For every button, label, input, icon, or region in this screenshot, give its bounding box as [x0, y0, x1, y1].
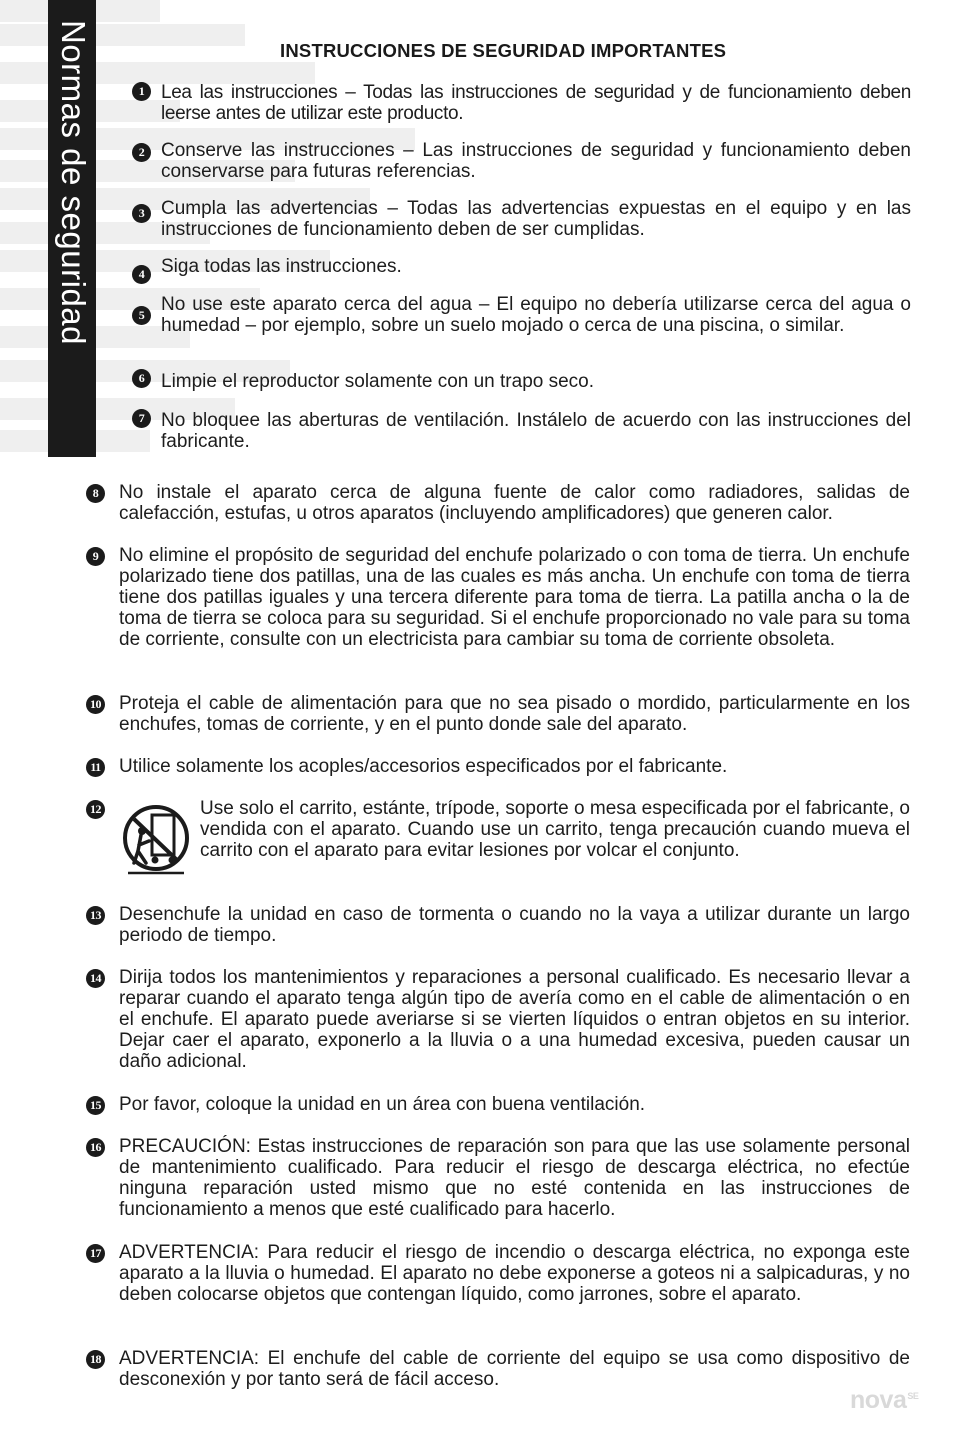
- item-number-badge: 11: [86, 758, 105, 777]
- item-text: Lea las instrucciones – Todas las instrucciones de seguridad y de funcionamiento deben leerse antes de utilizar este producto.: [161, 82, 911, 124]
- item-text: ADVERTENCIA: El enchufe del cable de corriente del equipo se usa como dispositivo de desconexión y por tanto será de fácil acceso.: [119, 1348, 910, 1390]
- item-text: Por favor, coloque la unidad en un área con buena ventilación.: [119, 1094, 646, 1115]
- item-text: PRECAUCIÓN: Estas instrucciones de reparación son para que las use solamente personal de mantenimiento cualificado. Para reducir el riesgo de descarga eléctrica, no efectúe ninguna reparación usted mismo que no esté contenida en las instrucciones de funcionamiento a menos que esté cualificado para hacerlo.: [119, 1136, 910, 1220]
- page-heading: INSTRUCCIONES DE SEGURIDAD IMPORTANTES: [280, 40, 727, 61]
- item-text: No instale el aparato cerca de alguna fuente de calor como radiadores, salidas de calefacción, estufas, u otros aparatos (incluyendo amplificadores) que generen calor.: [119, 482, 910, 524]
- item-number-badge: 12: [86, 800, 105, 819]
- item-text: No bloquee las aberturas de ventilación. Instálelo de acuerdo con las instrucciones del fabricante.: [161, 410, 911, 452]
- item-text: Conserve las instrucciones – Las instrucciones de seguridad y funcionamiento deben conservarse para futuras referencias.: [161, 140, 911, 182]
- brand-logo: [850, 1386, 918, 1415]
- item-number-badge: 3: [132, 204, 151, 223]
- item-number-badge: 6: [132, 369, 151, 388]
- item-number-badge: 13: [86, 906, 105, 925]
- item-number-badge: 5: [132, 306, 151, 325]
- item-number-badge: 1: [132, 82, 151, 101]
- item-text: Limpie el reproductor solamente con un trapo seco.: [161, 371, 595, 392]
- item-number-badge: 9: [86, 547, 105, 566]
- item-number-badge: 8: [86, 484, 105, 503]
- item-text: Dirija todos los mantenimientos y reparaciones a personal cualificado. Es necesario llevar a reparar cuando el aparato tenga algún tipo de avería como en el cable de alimentación o en el enchufe. El aparato puede averiarse si se vierten líquidos o entran objetos en su interior. Dejar caer el aparato, exponerlo a la lluvia o a una humedad excesiva, pueden causar un daño adicional.: [119, 967, 910, 1072]
- section-side-tab: [48, 0, 96, 457]
- item-number-badge: 15: [86, 1096, 105, 1115]
- item-text: Utilice solamente los acoples/accesorios especificados por el fabricante.: [119, 756, 728, 777]
- item-number-badge: 16: [86, 1138, 105, 1157]
- item-number-badge: 10: [86, 695, 105, 714]
- item-number-badge: 14: [86, 969, 105, 988]
- brand-name: nova: [850, 1386, 907, 1414]
- tip-over-cart-warning-icon: [122, 805, 190, 877]
- item-text: No elimine el propósito de seguridad del enchufe polarizado o con toma de tierra. Un enchufe polarizado tiene dos patillas, una de las cuales es más ancha. Un enchufe con toma de tierra tiene dos patillas iguales y una tercera diferente para toma de tierra. La patilla ancha o la de toma de tierra se coloca para su seguridad. Si el enchufe proporcionado no vale para su toma de corriente, consulte con un electricista para cambiar su toma de corriente obsoleta.: [119, 545, 910, 650]
- item-number-badge: 2: [132, 143, 151, 162]
- item-text: Use solo el carrito, estánte, trípode, soporte o mesa especificada por el fabricante, o vendida con el aparato. Cuando use un carrito, tenga precaución cuando mueva el carrito con el aparato para evitar lesiones por volcar el conjunto.: [200, 798, 910, 861]
- section-title: Normas de seguridad: [55, 20, 92, 345]
- item-text: Siga todas las instrucciones.: [161, 256, 402, 277]
- item-number-badge: 18: [86, 1350, 105, 1369]
- brand-suffix: SE: [907, 1390, 919, 1401]
- item-number-badge: 4: [132, 265, 151, 284]
- item-text: Cumpla las advertencias – Todas las advertencias expuestas en el equipo y en las instrucciones de funcionamiento deben de ser cumplidas.: [161, 198, 911, 240]
- item-text: No use este aparato cerca del agua – El equipo no debería utilizarse cerca del agua o humedad – por ejemplo, sobre un suelo mojado o cerca de una piscina, o similar.: [161, 294, 911, 336]
- item-number-badge: 7: [132, 409, 151, 428]
- item-text: Desenchufe la unidad en caso de tormenta o cuando no la vaya a utilizar durante un largo periodo de tiempo.: [119, 904, 910, 946]
- item-text: Proteja el cable de alimentación para que no sea pisado o mordido, particularmente en los enchufes, tomas de corriente, y en el punto donde sale del aparato.: [119, 693, 910, 735]
- item-text: ADVERTENCIA: Para reducir el riesgo de incendio o descarga eléctrica, no exponga este aparato a la lluvia o humedad. El aparato no debe exponerse a goteos ni a salpicaduras, y no deben colocarse objetos que contengan líquido, como jarrones, sobre el aparato.: [119, 1242, 910, 1305]
- item-number-badge: 17: [86, 1244, 105, 1263]
